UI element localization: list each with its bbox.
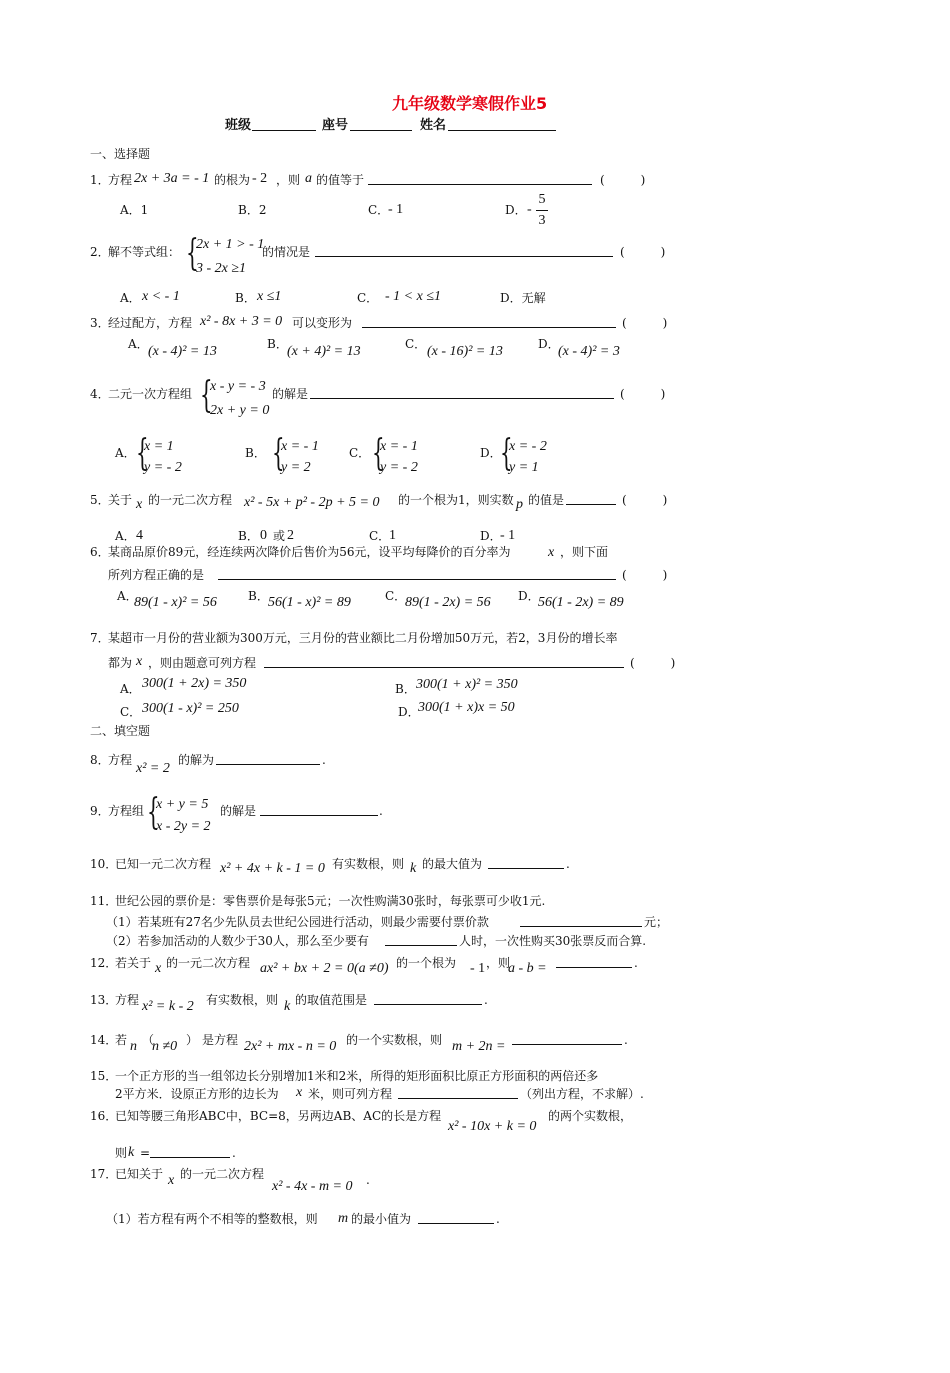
section-fill: 二、填空题 [90,724,151,738]
section-choice: 一、选择题 [90,147,151,161]
class-label: 班级 [225,118,252,133]
answer-blank-11-1[interactable] [520,926,642,927]
name-label: 姓名 [420,118,447,133]
seat-label: 座号 [322,118,349,133]
page-title: 九年级数学寒假作业5 [392,94,548,113]
answer-blank-14[interactable] [512,1044,622,1045]
name-field[interactable] [448,130,556,131]
answer-blank-15[interactable] [398,1098,518,1099]
answer-blank-17[interactable] [418,1223,494,1224]
answer-blank-8[interactable] [216,764,320,765]
answer-blank-12[interactable] [556,967,632,968]
answer-blank-10[interactable] [488,868,564,869]
answer-blank-16[interactable] [150,1157,230,1158]
answer-blank-9[interactable] [260,815,378,816]
seat-field[interactable] [350,130,412,131]
class-field[interactable] [252,130,316,131]
answer-blank-11-2[interactable] [385,945,457,946]
answer-blank-13[interactable] [374,1004,482,1005]
